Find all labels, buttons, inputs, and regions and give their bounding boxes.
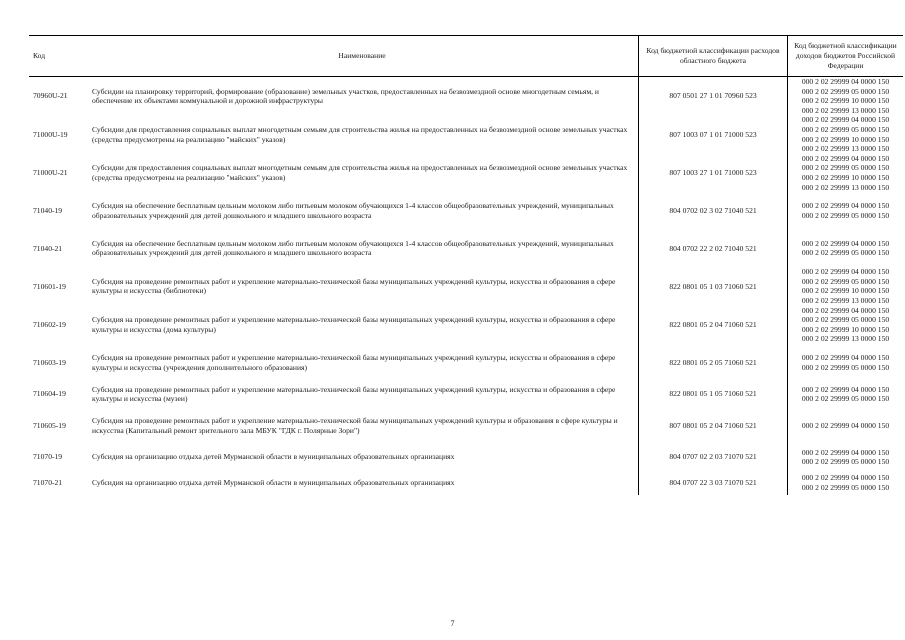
income-code-line: 000 2 02 29999 05 0000 150	[801, 248, 890, 258]
header-income-code: Код бюджетной классификации доходов бюджетов Российской Федерации	[788, 36, 904, 77]
income-code-line: 000 2 02 29999 04 0000 150	[801, 77, 890, 86]
row-expense-code: 804 0707 22 3 03 71070 521	[639, 470, 788, 496]
row-expense-code: 822 0801 05 2 05 71060 521	[639, 344, 788, 382]
income-code-line: 000 2 02 29999 04 0000 150	[801, 447, 890, 457]
row-income-codes	[788, 444, 904, 470]
income-code-line: 000 2 02 29999 05 0000 150	[801, 163, 890, 173]
row-expense-code: 822 0801 05 1 03 71060 521	[639, 267, 788, 305]
income-code-line: 000 2 02 29999 05 0000 150	[801, 394, 890, 404]
row-income-codes	[788, 381, 904, 407]
row-code: 710602-19	[33, 319, 66, 329]
row-code: 71070-19	[33, 452, 63, 462]
table-row	[29, 154, 903, 192]
income-code-line: 000 2 02 29999 10 0000 150	[801, 96, 890, 106]
table-row	[29, 115, 903, 153]
income-code-line: 000 2 02 29999 05 0000 150	[801, 276, 890, 286]
row-expense-code: 822 0801 05 2 04 71060 521	[639, 306, 788, 344]
table-row	[29, 381, 903, 407]
row-income-codes	[788, 192, 904, 230]
row-expense-code: 804 0702 02 3 02 71040 521	[639, 192, 788, 230]
table-row	[29, 306, 903, 344]
row-expense-code: 804 0707 02 2 03 71070 521	[639, 444, 788, 470]
row-income-codes	[788, 154, 904, 192]
row-name: Субсидии на планировку территорий, формирование (образование) земельных участков, предоставленных на безвозмездной основе многодетным семьям, и обеспечение их объектами коммунальной и дорожной инфраструктуры	[92, 86, 599, 106]
row-code: 70960U-21	[33, 91, 68, 101]
row-income-codes	[788, 77, 904, 116]
row-income-codes	[788, 407, 904, 445]
row-expense-code: 804 0702 22 2 02 71040 521	[639, 230, 788, 268]
income-code-line: 000 2 02 29999 05 0000 150	[801, 315, 890, 325]
table-row	[29, 267, 903, 305]
row-code: 710601-19	[33, 281, 66, 291]
income-code-line: 000 2 02 29999 05 0000 150	[801, 457, 890, 467]
table-row	[29, 230, 903, 268]
income-code-line: 000 2 02 29999 10 0000 150	[801, 134, 890, 144]
row-name: Субсидия на проведение ремонтных работ и укрепление материально-технической базы муниципальных учреждений культуры и образования в сфере культуры и искусства (Капитальный ремонт зрительного зала МБУК "ГДК г. Полярные Зори")	[92, 416, 618, 435]
income-code-line: 000 2 02 29999 05 0000 150	[801, 210, 890, 220]
row-name: Субсидия на организацию отдыха детей Мурманской области в муниципальных образовательных организациях	[92, 477, 455, 487]
row-income-codes	[788, 267, 904, 305]
row-code: 710604-19	[33, 389, 66, 399]
row-name: Субсидии для предоставления социальных выплат многодетным семьям для строительства жилья на предоставленных на безвозмездной основе земельных участках (средства предусмотрены на реализацию "майских" указов)	[92, 163, 628, 182]
row-expense-code: 807 1003 07 1 01 71000 523	[639, 115, 788, 153]
row-code: 71000U-21	[33, 168, 68, 178]
row-expense-code: 807 0501 27 1 01 70960 523	[639, 77, 788, 116]
budget-code-table	[29, 35, 903, 495]
income-code-line: 000 2 02 29999 04 0000 150	[801, 353, 890, 363]
table-row	[29, 444, 903, 470]
table-row	[29, 407, 903, 445]
row-income-codes	[788, 344, 904, 382]
income-code-line: 000 2 02 29999 05 0000 150	[801, 362, 890, 372]
income-code-line: 000 2 02 29999 04 0000 150	[801, 384, 890, 394]
table-row	[29, 344, 903, 382]
income-code-line: 000 2 02 29999 05 0000 150	[801, 124, 890, 134]
row-code: 71040-21	[33, 243, 63, 253]
header-expense-code: Код бюджетной классификации расходов областного бюджета	[639, 36, 788, 77]
row-code: 71040-19	[33, 206, 63, 216]
row-expense-code: 822 0801 05 1 05 71060 521	[639, 381, 788, 407]
row-name: Субсидия на проведение ремонтных работ и укрепление материально-технической базы муниципальных учреждений культуры, искусства и образования в сфере культуры и искусства (библиотеки)	[92, 276, 616, 296]
row-expense-code: 807 1003 27 1 01 71000 523	[639, 154, 788, 192]
row-code: 71000U-19	[33, 129, 68, 139]
row-income-codes	[788, 230, 904, 268]
income-code-line: 000 2 02 29999 05 0000 150	[801, 482, 890, 492]
row-income-codes	[788, 306, 904, 344]
row-code: 71070-21	[33, 477, 63, 487]
row-expense-code: 807 0801 05 2 04 71060 521	[639, 407, 788, 445]
row-name: Субсидии для предоставления социальных выплат многодетным семьям для строительства жилья на предоставленных на безвозмездной основе земельных участках (средства предусмотрены на реализацию "майских" указов)	[92, 124, 628, 144]
income-code-line: 000 2 02 29999 05 0000 150	[801, 86, 890, 96]
header-name: Наименование	[86, 36, 639, 77]
income-code-line: 000 2 02 29999 13 0000 150	[801, 144, 890, 154]
table-row	[29, 192, 903, 230]
row-name: Субсидия на организацию отдыха детей Мурманской области в муниципальных образовательных организациях	[92, 452, 455, 462]
income-code-line: 000 2 02 29999 13 0000 150	[801, 334, 890, 344]
page-number: 7	[450, 619, 455, 628]
income-code-line: 000 2 02 29999 13 0000 150	[801, 295, 890, 305]
income-code-line: 000 2 02 29999 04 0000 150	[801, 267, 890, 277]
table-header-row	[29, 36, 903, 77]
income-code-line: 000 2 02 29999 04 0000 150	[801, 420, 890, 430]
income-code-line: 000 2 02 29999 04 0000 150	[801, 115, 890, 125]
header-code: Код	[29, 36, 86, 77]
row-name: Субсидия на обеспечение бесплатным цельным молоком либо питьевым молоком обучающихся 1-4 классов общеобразовательных учреждений, муниципальных образовательных учреждений для детей дошкольного и младшего школьного возраста	[92, 201, 614, 220]
income-code-line: 000 2 02 29999 10 0000 150	[801, 324, 890, 334]
row-code: 710603-19	[33, 357, 66, 367]
income-code-line: 000 2 02 29999 04 0000 150	[801, 238, 890, 248]
row-income-codes	[788, 115, 904, 153]
row-code: 710605-19	[33, 420, 66, 430]
income-code-line: 000 2 02 29999 10 0000 150	[801, 286, 890, 296]
row-name: Субсидия на проведение ремонтных работ и укрепление материально-технической базы муниципальных учреждений культуры, искусства и образования в сфере культуры и искусства (дома культуры)	[92, 315, 616, 334]
income-code-line: 000 2 02 29999 04 0000 150	[801, 473, 890, 483]
row-income-codes	[788, 470, 904, 496]
income-code-line: 000 2 02 29999 13 0000 150	[801, 105, 890, 115]
row-name: Субсидия на проведение ремонтных работ и укрепление материально-технической базы муниципальных учреждений культуры, искусства и образования в сфере культуры и искусства (музеи)	[92, 384, 616, 404]
table-body	[29, 77, 903, 496]
income-code-line: 000 2 02 29999 04 0000 150	[801, 201, 890, 211]
table-row	[29, 470, 903, 496]
income-code-line: 000 2 02 29999 04 0000 150	[801, 305, 890, 315]
table-row	[29, 77, 903, 116]
income-code-line: 000 2 02 29999 04 0000 150	[801, 153, 890, 163]
income-code-line: 000 2 02 29999 10 0000 150	[801, 172, 890, 182]
income-code-line: 000 2 02 29999 13 0000 150	[801, 182, 890, 192]
row-name: Субсидия на обеспечение бесплатным цельным молоком либо питьевым молоком обучающихся 1-4 классов общеобразовательных учреждений, муниципальных образовательных учреждений для детей дошкольного и младшего школьного возраста	[92, 238, 614, 258]
row-name: Субсидия на проведение ремонтных работ и укрепление материально-технической базы муниципальных учреждений культуры, искусства и образования в сфере культуры и искусства (учреждения дополнительного образования)	[92, 353, 616, 372]
